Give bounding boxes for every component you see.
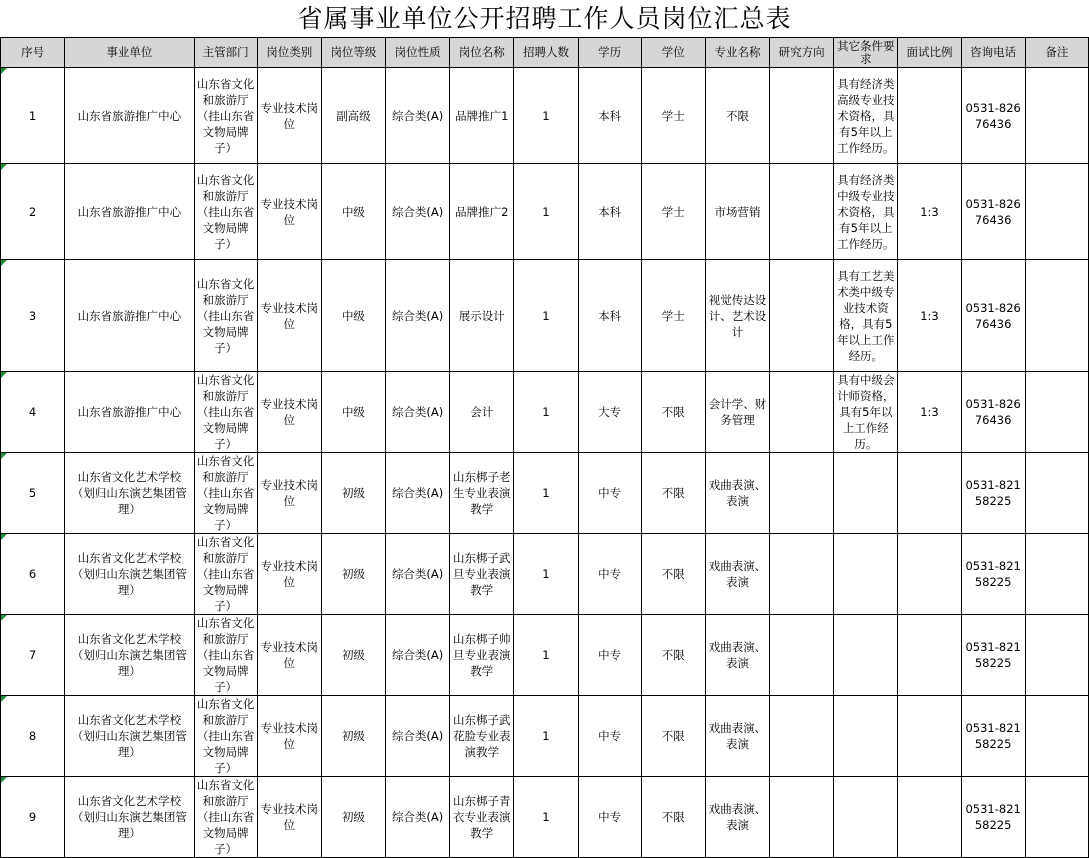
col-header-unit[interactable]: 事业单位 bbox=[65, 38, 194, 68]
cell-phone[interactable]: 0531-82676436 bbox=[961, 164, 1025, 260]
cell-other[interactable] bbox=[834, 453, 898, 534]
col-header-edu[interactable]: 学历 bbox=[578, 38, 641, 68]
cell-edu[interactable]: 本科 bbox=[578, 68, 641, 164]
col-header-count[interactable]: 招聘人数 bbox=[514, 38, 578, 68]
cell-degree[interactable]: 不限 bbox=[641, 696, 705, 777]
table-row bbox=[1, 777, 1089, 858]
cell-ratio[interactable] bbox=[898, 696, 961, 777]
cell-degree[interactable]: 不限 bbox=[641, 372, 705, 453]
cell-ratio[interactable] bbox=[898, 777, 961, 858]
cell-major[interactable]: 戏曲表演、表演 bbox=[705, 615, 769, 696]
cell-note[interactable] bbox=[1025, 534, 1088, 615]
cell-note[interactable] bbox=[1025, 453, 1088, 534]
cell-nature[interactable]: 综合类(A) bbox=[386, 615, 450, 696]
cell-dept[interactable]: 山东省文化和旅游厅（挂山东省文物局牌子） bbox=[194, 615, 257, 696]
cell-category[interactable]: 专业技术岗位 bbox=[257, 777, 321, 858]
cell-phone[interactable]: 0531-82676436 bbox=[961, 68, 1025, 164]
cell-phone[interactable]: 0531-82158225 bbox=[961, 696, 1025, 777]
cell-edu[interactable]: 大专 bbox=[578, 372, 641, 453]
cell-research[interactable] bbox=[770, 453, 834, 534]
cell-nature[interactable]: 综合类(A) bbox=[386, 164, 450, 260]
cell-count[interactable]: 1 bbox=[514, 453, 578, 534]
cell-no[interactable]: 7 bbox=[1, 615, 65, 696]
cell-degree[interactable]: 不限 bbox=[641, 777, 705, 858]
cell-post[interactable]: 山东梆子青衣专业表演教学 bbox=[450, 777, 514, 858]
positions-table bbox=[0, 37, 1089, 858]
col-header-dept[interactable]: 主管部门 bbox=[194, 38, 257, 68]
cell-other[interactable] bbox=[834, 696, 898, 777]
col-header-other[interactable]: 其它条件要求 bbox=[834, 38, 898, 68]
cell-other[interactable]: 具有经济类中级专业技术资格，具有5年以上工作经历。 bbox=[834, 164, 898, 260]
table-header-row bbox=[1, 38, 1089, 68]
cell-post[interactable]: 展示设计 bbox=[450, 260, 514, 372]
cell-degree[interactable]: 学士 bbox=[641, 260, 705, 372]
cell-no[interactable]: 2 bbox=[1, 164, 65, 260]
cell-dept[interactable]: 山东省文化和旅游厅（挂山东省文物局牌子） bbox=[194, 453, 257, 534]
cell-other[interactable] bbox=[834, 534, 898, 615]
cell-phone[interactable]: 0531-82158225 bbox=[961, 615, 1025, 696]
table-row bbox=[1, 534, 1089, 615]
col-header-note[interactable]: 备注 bbox=[1025, 38, 1088, 68]
cell-note[interactable] bbox=[1025, 68, 1088, 164]
cell-degree[interactable]: 不限 bbox=[641, 453, 705, 534]
cell-edu[interactable]: 中专 bbox=[578, 534, 641, 615]
cell-post[interactable]: 山东梆子帅旦专业表演教学 bbox=[450, 615, 514, 696]
cell-major[interactable]: 会计学、财务管理 bbox=[705, 372, 769, 453]
cell-level[interactable]: 初级 bbox=[321, 696, 385, 777]
cell-no[interactable]: 6 bbox=[1, 534, 65, 615]
table-row bbox=[1, 68, 1089, 164]
cell-level[interactable]: 初级 bbox=[321, 534, 385, 615]
cell-level[interactable]: 初级 bbox=[321, 453, 385, 534]
cell-count[interactable]: 1 bbox=[514, 372, 578, 453]
cell-degree[interactable]: 学士 bbox=[641, 68, 705, 164]
cell-category[interactable]: 专业技术岗位 bbox=[257, 164, 321, 260]
table-row bbox=[1, 164, 1089, 260]
cell-ratio[interactable] bbox=[898, 615, 961, 696]
cell-dept[interactable]: 山东省文化和旅游厅（挂山东省文物局牌子） bbox=[194, 372, 257, 453]
cell-note[interactable] bbox=[1025, 696, 1088, 777]
cell-nature[interactable]: 综合类(A) bbox=[386, 372, 450, 453]
col-header-research[interactable]: 研究方向 bbox=[770, 38, 834, 68]
cell-major[interactable]: 戏曲表演、表演 bbox=[705, 453, 769, 534]
cell-major[interactable]: 视觉传达设计、艺术设计 bbox=[705, 260, 769, 372]
col-header-phone[interactable]: 咨询电话 bbox=[961, 38, 1025, 68]
cell-research[interactable] bbox=[770, 696, 834, 777]
cell-post[interactable]: 山东梆子武花脸专业表演教学 bbox=[450, 696, 514, 777]
col-header-nature[interactable]: 岗位性质 bbox=[386, 38, 450, 68]
cell-unit[interactable]: 山东省文化艺术学校（划归山东演艺集团管理） bbox=[65, 696, 194, 777]
table-row bbox=[1, 260, 1089, 372]
cell-level[interactable]: 副高级 bbox=[321, 68, 385, 164]
cell-category[interactable]: 专业技术岗位 bbox=[257, 260, 321, 372]
cell-dept[interactable]: 山东省文化和旅游厅（挂山东省文物局牌子） bbox=[194, 164, 257, 260]
cell-post[interactable]: 山东梆子武旦专业表演教学 bbox=[450, 534, 514, 615]
cell-degree[interactable]: 学士 bbox=[641, 164, 705, 260]
cell-unit[interactable]: 山东省文化艺术学校（划归山东演艺集团管理） bbox=[65, 777, 194, 858]
cell-dept[interactable]: 山东省文化和旅游厅（挂山东省文物局牌子） bbox=[194, 260, 257, 372]
col-header-level[interactable]: 岗位等级 bbox=[321, 38, 385, 68]
cell-major[interactable]: 不限 bbox=[705, 68, 769, 164]
cell-dept[interactable]: 山东省文化和旅游厅（挂山东省文物局牌子） bbox=[194, 534, 257, 615]
cell-research[interactable] bbox=[770, 534, 834, 615]
cell-level[interactable]: 中级 bbox=[321, 372, 385, 453]
cell-unit[interactable]: 山东省旅游推广中心 bbox=[65, 260, 194, 372]
table-row bbox=[1, 453, 1089, 534]
cell-nature[interactable]: 综合类(A) bbox=[386, 696, 450, 777]
cell-count[interactable]: 1 bbox=[514, 260, 578, 372]
cell-no[interactable]: 4 bbox=[1, 372, 65, 453]
cell-edu[interactable]: 中专 bbox=[578, 696, 641, 777]
cell-level[interactable]: 中级 bbox=[321, 260, 385, 372]
cell-unit[interactable]: 山东省文化艺术学校（划归山东演艺集团管理） bbox=[65, 615, 194, 696]
col-header-post[interactable]: 岗位名称 bbox=[450, 38, 514, 68]
cell-note[interactable] bbox=[1025, 372, 1088, 453]
cell-category[interactable]: 专业技术岗位 bbox=[257, 372, 321, 453]
cell-edu[interactable]: 本科 bbox=[578, 164, 641, 260]
cell-edu[interactable]: 中专 bbox=[578, 615, 641, 696]
cell-level[interactable]: 初级 bbox=[321, 615, 385, 696]
table-row bbox=[1, 615, 1089, 696]
cell-major[interactable]: 市场营销 bbox=[705, 164, 769, 260]
cell-ratio[interactable]: 1:3 bbox=[898, 260, 961, 372]
cell-category[interactable]: 专业技术岗位 bbox=[257, 615, 321, 696]
cell-count[interactable]: 1 bbox=[514, 164, 578, 260]
cell-post[interactable]: 品牌推广2 bbox=[450, 164, 514, 260]
cell-count[interactable]: 1 bbox=[514, 696, 578, 777]
page-title: 省属事业单位公开招聘工作人员岗位汇总表 bbox=[297, 4, 792, 33]
cell-ratio[interactable] bbox=[898, 68, 961, 164]
cell-no[interactable]: 8 bbox=[1, 696, 65, 777]
cell-ratio[interactable] bbox=[898, 453, 961, 534]
cell-post[interactable]: 会计 bbox=[450, 372, 514, 453]
cell-unit[interactable]: 山东省文化艺术学校（划归山东演艺集团管理） bbox=[65, 534, 194, 615]
cell-category[interactable]: 专业技术岗位 bbox=[257, 534, 321, 615]
cell-count[interactable]: 1 bbox=[514, 615, 578, 696]
col-header-no[interactable]: 序号 bbox=[1, 38, 65, 68]
cell-major[interactable]: 戏曲表演、表演 bbox=[705, 534, 769, 615]
table-row bbox=[1, 696, 1089, 777]
cell-ratio[interactable]: 1:3 bbox=[898, 164, 961, 260]
cell-level[interactable]: 中级 bbox=[321, 164, 385, 260]
cell-major[interactable]: 戏曲表演、表演 bbox=[705, 777, 769, 858]
cell-note[interactable] bbox=[1025, 164, 1088, 260]
cell-note[interactable] bbox=[1025, 260, 1088, 372]
cell-other[interactable]: 具有中级会计师资格，具有5年以上工作经历。 bbox=[834, 372, 898, 453]
cell-other[interactable]: 具有工艺美术类中级专业技术资格，具有5年以上工作经历。 bbox=[834, 260, 898, 372]
cell-category[interactable]: 专业技术岗位 bbox=[257, 696, 321, 777]
col-header-major[interactable]: 专业名称 bbox=[705, 38, 769, 68]
cell-degree[interactable]: 不限 bbox=[641, 534, 705, 615]
cell-nature[interactable]: 综合类(A) bbox=[386, 260, 450, 372]
cell-ratio[interactable] bbox=[898, 534, 961, 615]
cell-phone[interactable]: 0531-82158225 bbox=[961, 534, 1025, 615]
cell-ratio[interactable]: 1:3 bbox=[898, 372, 961, 453]
cell-degree[interactable]: 不限 bbox=[641, 615, 705, 696]
cell-count[interactable]: 1 bbox=[514, 534, 578, 615]
cell-other[interactable] bbox=[834, 777, 898, 858]
col-header-category[interactable]: 岗位类别 bbox=[257, 38, 321, 68]
cell-category[interactable]: 专业技术岗位 bbox=[257, 68, 321, 164]
cell-major[interactable]: 戏曲表演、表演 bbox=[705, 696, 769, 777]
cell-phone[interactable]: 0531-82676436 bbox=[961, 260, 1025, 372]
cell-dept[interactable]: 山东省文化和旅游厅（挂山东省文物局牌子） bbox=[194, 777, 257, 858]
cell-research[interactable] bbox=[770, 164, 834, 260]
cell-other[interactable]: 具有经济类高级专业技术资格，具有5年以上工作经历。 bbox=[834, 68, 898, 164]
cell-research[interactable] bbox=[770, 260, 834, 372]
cell-post[interactable]: 品牌推广1 bbox=[450, 68, 514, 164]
cell-research[interactable] bbox=[770, 372, 834, 453]
cell-nature[interactable]: 综合类(A) bbox=[386, 68, 450, 164]
cell-nature[interactable]: 综合类(A) bbox=[386, 534, 450, 615]
col-header-ratio[interactable]: 面试比例 bbox=[898, 38, 961, 68]
cell-count[interactable]: 1 bbox=[514, 777, 578, 858]
table-row bbox=[1, 372, 1089, 453]
cell-no[interactable]: 1 bbox=[1, 68, 65, 164]
cell-phone[interactable]: 0531-82158225 bbox=[961, 777, 1025, 858]
cell-edu[interactable]: 中专 bbox=[578, 453, 641, 534]
cell-other[interactable] bbox=[834, 615, 898, 696]
col-header-degree[interactable]: 学位 bbox=[641, 38, 705, 68]
cell-dept[interactable]: 山东省文化和旅游厅（挂山东省文物局牌子） bbox=[194, 68, 257, 164]
cell-unit[interactable]: 山东省旅游推广中心 bbox=[65, 68, 194, 164]
cell-unit[interactable]: 山东省旅游推广中心 bbox=[65, 164, 194, 260]
cell-nature[interactable]: 综合类(A) bbox=[386, 777, 450, 858]
cell-unit[interactable]: 山东省文化艺术学校（划归山东演艺集团管理） bbox=[65, 453, 194, 534]
cell-no[interactable]: 3 bbox=[1, 260, 65, 372]
cell-phone[interactable]: 0531-82158225 bbox=[961, 453, 1025, 534]
cell-no[interactable]: 5 bbox=[1, 453, 65, 534]
cell-research[interactable] bbox=[770, 615, 834, 696]
cell-count[interactable]: 1 bbox=[514, 68, 578, 164]
cell-edu[interactable]: 本科 bbox=[578, 260, 641, 372]
cell-edu[interactable]: 中专 bbox=[578, 777, 641, 858]
cell-level[interactable]: 初级 bbox=[321, 777, 385, 858]
cell-note[interactable] bbox=[1025, 777, 1088, 858]
cell-category[interactable]: 专业技术岗位 bbox=[257, 453, 321, 534]
cell-phone[interactable]: 0531-82676436 bbox=[961, 372, 1025, 453]
cell-no[interactable]: 9 bbox=[1, 777, 65, 858]
cell-research[interactable] bbox=[770, 777, 834, 858]
cell-dept[interactable]: 山东省文化和旅游厅（挂山东省文物局牌子） bbox=[194, 696, 257, 777]
cell-nature[interactable]: 综合类(A) bbox=[386, 453, 450, 534]
cell-unit[interactable]: 山东省旅游推广中心 bbox=[65, 372, 194, 453]
cell-post[interactable]: 山东梆子老生专业表演教学 bbox=[450, 453, 514, 534]
cell-note[interactable] bbox=[1025, 615, 1088, 696]
cell-research[interactable] bbox=[770, 68, 834, 164]
